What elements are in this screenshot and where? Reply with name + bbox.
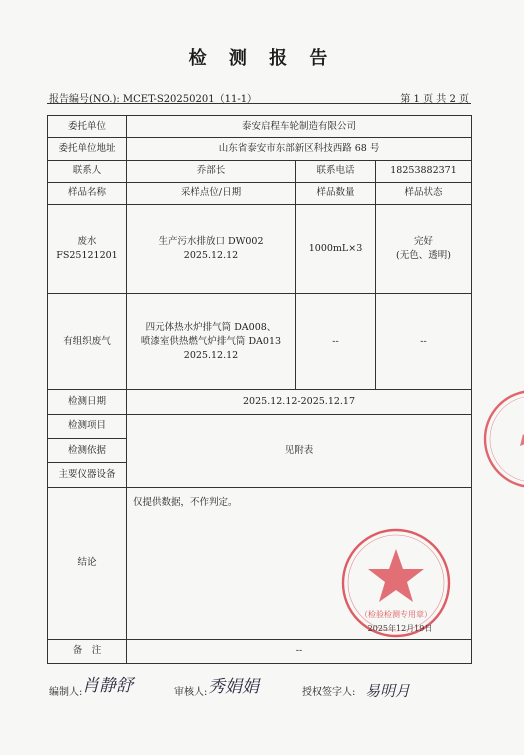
- sample-state-label: 样品状态: [376, 182, 472, 204]
- wastewater-point-line1: 生产污水排放口 DW002: [158, 236, 264, 248]
- edge-seal: [478, 384, 524, 494]
- phone-label: 联系电话: [296, 160, 376, 182]
- wastewater-state-line1: 完好: [414, 236, 434, 248]
- client-value: 泰安启程车轮制造有限公司: [127, 116, 472, 138]
- address-value: 山东省泰安市东部新区科技西路 68 号: [127, 138, 472, 160]
- wastewater-name: [48, 205, 127, 294]
- row-test-date: [48, 390, 472, 414]
- row-sample-header: [48, 182, 472, 204]
- client-label: 委托单位: [48, 116, 127, 138]
- wastewater-point-line2: 2025.12.12: [183, 250, 239, 262]
- conclusion-text: 仅提供数据，不作判定。: [127, 487, 472, 639]
- gas-point-line2: 喷漆室供热燃气炉排气筒 DA013: [140, 335, 282, 347]
- reviewed-signature: 秀娟娟: [208, 677, 259, 697]
- prepared-label: 编制人:: [49, 687, 83, 698]
- row-contact: [48, 160, 472, 182]
- edge-seal-star-icon: [520, 434, 524, 446]
- row-client: [48, 116, 472, 138]
- gas-point: [127, 294, 296, 390]
- approved-label: 授权签字人:: [302, 687, 356, 698]
- approved-signature: 易明月: [365, 682, 411, 700]
- test-date-label: 检测日期: [48, 390, 127, 414]
- address-label: 委托单位地址: [48, 138, 127, 160]
- gas-point-line1: 四元体热水炉排气筒 DA008、: [145, 321, 277, 333]
- test-date-value: 2025.12.12-2025.12.17: [127, 390, 472, 414]
- reviewed-label: 审核人:: [174, 687, 208, 698]
- phone-value: 18253882371: [376, 160, 472, 182]
- conclusion-label: 结论: [48, 487, 127, 639]
- wastewater-name-line2: FS25121201: [56, 250, 118, 262]
- sample-qty-label: 样品数量: [296, 182, 376, 204]
- seal-date: 2025年12月19日: [367, 624, 433, 633]
- wastewater-state-line2: (无色、透明): [396, 250, 451, 262]
- contact-label: 联系人: [48, 160, 127, 182]
- wastewater-name-line1: 废水: [77, 236, 97, 248]
- wastewater-state: [376, 205, 472, 294]
- prepared-signature: 肖静舒: [82, 676, 133, 696]
- remarks-label: 备 注: [48, 639, 127, 663]
- row-exhaust-gas: [48, 294, 472, 390]
- row-remarks: [48, 639, 472, 663]
- gas-point-line3: 2025.12.12: [183, 349, 239, 361]
- contact-value: 乔部长: [127, 160, 296, 182]
- report-number: 报告编号(NO.): MCET-S20250201（11-1）: [49, 94, 258, 105]
- remarks-value: --: [127, 639, 472, 663]
- header-divider: [47, 103, 471, 104]
- instruments-label: 主要仪器设备: [48, 463, 127, 487]
- gas-state: --: [376, 294, 472, 390]
- gas-qty: --: [296, 294, 376, 390]
- page-info: 第 1 页 共 2 页: [400, 94, 469, 105]
- test-basis-label: 检测依据: [48, 439, 127, 463]
- wastewater-qty: 1000mL×3: [296, 205, 376, 294]
- row-test-items: [48, 414, 472, 438]
- row-address: [48, 138, 472, 160]
- gas-name: 有组织废气: [48, 294, 127, 390]
- sample-name-label: 样品名称: [48, 182, 127, 204]
- test-items-label: 检测项目: [48, 414, 127, 438]
- wastewater-point: [127, 205, 296, 294]
- row-wastewater: [48, 205, 472, 294]
- see-attached: 见附表: [127, 414, 472, 487]
- sampling-point-label: 采样点位/日期: [127, 182, 296, 204]
- official-seal: [340, 527, 452, 639]
- seal-star-icon: [368, 549, 424, 602]
- seal-text: （检验检测专用章）: [360, 610, 432, 619]
- report-title: 检 测 报 告: [188, 48, 336, 69]
